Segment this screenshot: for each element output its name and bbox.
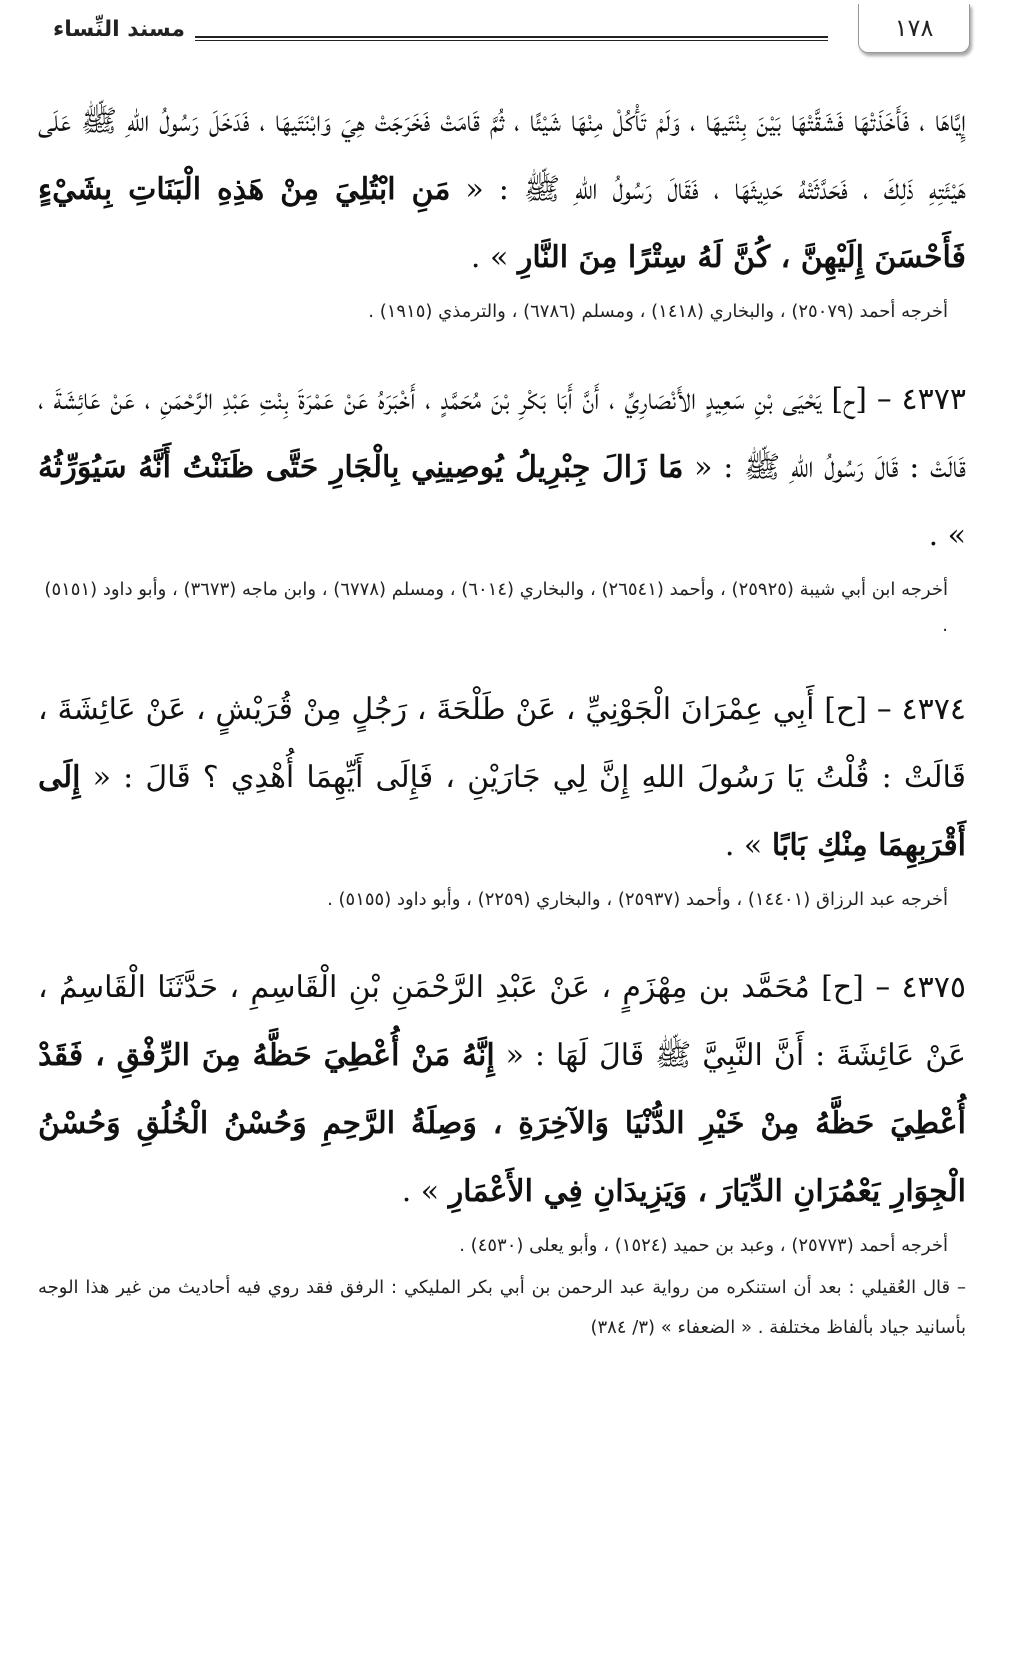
hadith-plain-text: [ح] يَحْيَى بْنِ سَعِيدٍ الأَنْصَارِيِّ ، أَنَّ أَبَا بَكْرِ بْنَ مُحَمَّدٍ ، أَخْبَرَهُ عَنْ عَمْرَةَ بِنْتِ عَبْدِ الرَّحْمَنِ ، عَنْ عَائِشَةَ ، قَالَتْ : قَالَ رَسُولُ اللهِ ﷺ : « — [38, 382, 966, 485]
hadith-4375 — [38, 954, 966, 1348]
hadith-plain-text: إِيَّاهَا ، فَأَخَذَتْهَا فَشَقَّتْهَا بَيْنَ بِنْتَيهَا ، وَلَمْ تَأْكُلْ مِنْهَا شَيْئًا ، ثُمَّ قَامَتْ فَخَرَجَتْ هِيَ وَابْنَتَيهَا ، فَدَخَلَ رَسُولُ اللهِ ﷺ عَلَى هَيْئَتِهِ ذَلِكَ ، فَحَدَّثَتْهُ حَدِيثَهَا ، فَقَالَ رَسُولُ اللهِ ﷺ : « — [38, 104, 967, 207]
takhrij-note: أخرجه عبد الرزاق (١٤٤٠١) ، وأحمد (٢٥٩٣٧) ، والبخاري (٢٢٥٩) ، وأبو داود (٥١٥٥) . — [327, 889, 948, 910]
page-number: ١٧٨ — [858, 4, 970, 53]
takhrij-note: أخرجه ابن أبي شيبة (٢٥٩٢٥) ، وأحمد (٢٦٥٤١) ، والبخاري (٦٠١٤) ، ومسلم (٦٧٧٨) ، وابن ماجه (٣٦٧٣) ، وأبو داود (٥١٥١) . — [44, 579, 948, 636]
hadith-plain-text: [ح] مُحَمَّد بن مِهْزَمٍ ، عَنْ عَبْدِ الرَّحْمَنِ بْنِ الْقَاسِمِ ، حَدَّثَنَا الْقَاسِمُ ، عَنْ عَائِشَةَ : أَنَّ النَّبِيَّ ﷺ قَالَ لَهَا : « — [38, 970, 966, 1073]
header-rule — [195, 36, 828, 41]
quote-close: » . — [401, 1174, 449, 1209]
takhrij-note: أخرجه أحمد (٢٥٧٧٣) ، وعبد بن حميد (١٥٢٤) ، وأبو يعلى (٤٥٣٠) . — [459, 1235, 948, 1256]
running-title: مسند النِّساء — [52, 17, 185, 42]
hadith-4374 — [38, 676, 966, 918]
hadith-text — [38, 366, 966, 570]
quote-close: » . — [470, 240, 518, 275]
hadith-continuation — [38, 88, 966, 330]
hadith-number: ٤٣٧٥ – — [875, 970, 966, 1005]
prophetic-saying: مَا زَالَ جِبْرِيلُ يُوصِينِي بِالْجَارِ حَتَّى ظَنَنْتُ أَنَّهُ سَيُوَرِّثُهُ — [38, 450, 684, 485]
prophetic-saying: إِنَّهُ مَنْ أُعْطِيَ حَظَّهُ مِنَ الرِّفْقِ ، فَقَدْ أُعْطِيَ حَظَّهُ مِنْ خَيْرِ الدُّنْيَا وَالآخِرَةِ ، وَصِلَةُ الرَّحِمِ وَحُسْنُ الْخُلُقِ وَحُسْنُ الْجِوَارِ يَعْمُرَانِ الدِّيَارَ ، وَيَزِيدَانِ فِي الأَعْمَارِ — [38, 1038, 966, 1209]
hadith-4373 — [38, 366, 966, 644]
hadith-text — [38, 954, 966, 1226]
critic-note: – قال العُقيلي : بعد أن استنكره من رواية عبد الرحمن بن أبي بكر المليكي : الرفق فقد روي فيه أحاديث من غير هذا الوجه بأسانيد جياد بألفاظ مختلفة . « الضعفاء » (٣/ ٣٨٤) — [38, 1277, 966, 1338]
hadith-number: ٤٣٧٣ – — [876, 382, 966, 417]
prophetic-saying: مَنِ ابْتُلِيَ مِنْ هَذِهِ الْبَنَاتِ بِشَيْءٍ فَأَحْسَنَ إِلَيْهِنَّ ، كُنَّ لَهُ سِتْرًا مِنَ النَّارِ — [38, 172, 966, 275]
prophetic-saying: إِلَى أَقْرَبِهِمَا مِنْكِ بَابًا — [38, 760, 966, 863]
hadith-number: ٤٣٧٤ – — [876, 692, 966, 727]
page-header — [0, 0, 1010, 80]
quote-close: » . — [724, 828, 772, 863]
hadith-text — [38, 88, 966, 292]
page-body — [38, 88, 966, 1348]
takhrij-note: أخرجه أحمد (٢٥٠٧٩) ، والبخاري (١٤١٨) ، ومسلم (٦٧٨٦) ، والترمذي (١٩١٥) . — [368, 301, 948, 322]
hadith-text — [38, 676, 966, 880]
quote-close: » . — [928, 518, 966, 553]
hadith-plain-text: [ح] أَبِي عِمْرَانَ الْجَوْنِيِّ ، عَنْ طَلْحَةَ ، رَجُلٍ مِنْ قُرَيْشٍ ، عَنْ عَائِشَةَ ، قَالَتْ : قُلْتُ يَا رَسُولَ اللهِ إِنَّ لِي جَارَيْنِ ، فَإِلَى أَيِّهِمَا أُهْدِي ؟ قَالَ : « — [38, 692, 966, 795]
